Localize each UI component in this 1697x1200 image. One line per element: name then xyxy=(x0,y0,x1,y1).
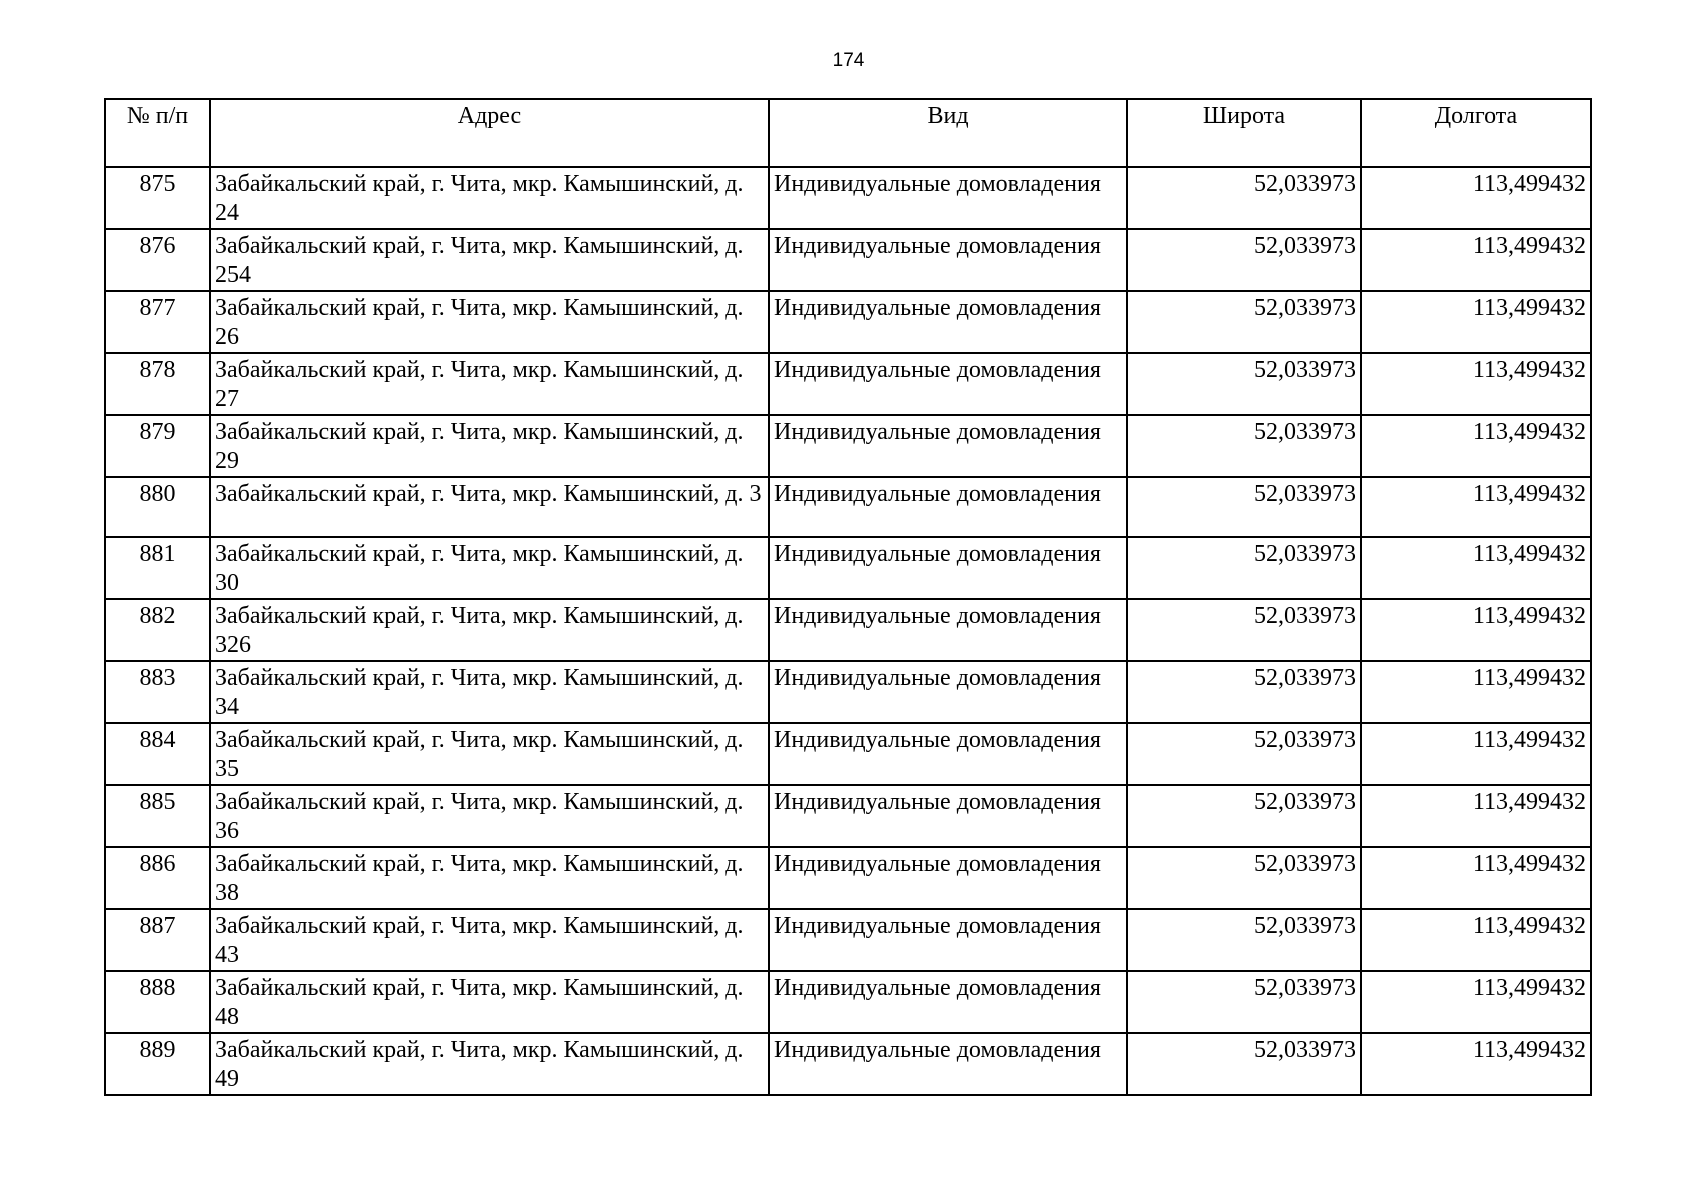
cell-lat: 52,033973 xyxy=(1127,291,1361,353)
cell-address: Забайкальский край, г. Чита, мкр. Камышинский, д. 29 xyxy=(210,415,769,477)
table-body xyxy=(105,167,1591,1095)
cell-lon: 113,499432 xyxy=(1361,291,1591,353)
cell-lat: 52,033973 xyxy=(1127,537,1361,599)
cell-num: 875 xyxy=(105,167,210,229)
table-header-row xyxy=(105,99,1591,167)
cell-lon: 113,499432 xyxy=(1361,909,1591,971)
cell-lon: 113,499432 xyxy=(1361,167,1591,229)
table-row xyxy=(105,723,1591,785)
cell-lat: 52,033973 xyxy=(1127,229,1361,291)
table-row xyxy=(105,1033,1591,1095)
table-row xyxy=(105,847,1591,909)
header-num: № п/п xyxy=(105,99,210,167)
cell-lat: 52,033973 xyxy=(1127,599,1361,661)
cell-address: Забайкальский край, г. Чита, мкр. Камышинский, д. 34 xyxy=(210,661,769,723)
cell-num: 883 xyxy=(105,661,210,723)
cell-address: Забайкальский край, г. Чита, мкр. Камышинский, д. 35 xyxy=(210,723,769,785)
cell-num: 881 xyxy=(105,537,210,599)
cell-lat: 52,033973 xyxy=(1127,909,1361,971)
table-row xyxy=(105,167,1591,229)
cell-lat: 52,033973 xyxy=(1127,415,1361,477)
table-row xyxy=(105,537,1591,599)
cell-type: Индивидуальные домовладения xyxy=(769,353,1127,415)
cell-address: Забайкальский край, г. Чита, мкр. Камышинский, д. 38 xyxy=(210,847,769,909)
cell-address: Забайкальский край, г. Чита, мкр. Камышинский, д. 326 xyxy=(210,599,769,661)
cell-lon: 113,499432 xyxy=(1361,661,1591,723)
cell-type: Индивидуальные домовладения xyxy=(769,1033,1127,1095)
cell-address: Забайкальский край, г. Чита, мкр. Камышинский, д. 27 xyxy=(210,353,769,415)
cell-lat: 52,033973 xyxy=(1127,847,1361,909)
cell-type: Индивидуальные домовладения xyxy=(769,661,1127,723)
cell-type: Индивидуальные домовладения xyxy=(769,847,1127,909)
cell-num: 885 xyxy=(105,785,210,847)
cell-address: Забайкальский край, г. Чита, мкр. Камышинский, д. 254 xyxy=(210,229,769,291)
cell-type: Индивидуальные домовладения xyxy=(769,785,1127,847)
table-row xyxy=(105,785,1591,847)
cell-lat: 52,033973 xyxy=(1127,785,1361,847)
cell-address: Забайкальский край, г. Чита, мкр. Камышинский, д. 24 xyxy=(210,167,769,229)
cell-address: Забайкальский край, г. Чита, мкр. Камышинский, д. 36 xyxy=(210,785,769,847)
table-row xyxy=(105,971,1591,1033)
cell-type: Индивидуальные домовладения xyxy=(769,599,1127,661)
cell-address: Забайкальский край, г. Чита, мкр. Камышинский, д. 49 xyxy=(210,1033,769,1095)
cell-lon: 113,499432 xyxy=(1361,353,1591,415)
cell-type: Индивидуальные домовладения xyxy=(769,477,1127,537)
table-row xyxy=(105,353,1591,415)
cell-lon: 113,499432 xyxy=(1361,599,1591,661)
cell-type: Индивидуальные домовладения xyxy=(769,291,1127,353)
cell-address: Забайкальский край, г. Чита, мкр. Камышинский, д. 48 xyxy=(210,971,769,1033)
header-address: Адрес xyxy=(210,99,769,167)
cell-type: Индивидуальные домовладения xyxy=(769,415,1127,477)
cell-lon: 113,499432 xyxy=(1361,477,1591,537)
cell-num: 877 xyxy=(105,291,210,353)
header-type: Вид xyxy=(769,99,1127,167)
cell-lat: 52,033973 xyxy=(1127,1033,1361,1095)
cell-address: Забайкальский край, г. Чита, мкр. Камышинский, д. 3 xyxy=(210,477,769,537)
cell-lon: 113,499432 xyxy=(1361,229,1591,291)
cell-num: 889 xyxy=(105,1033,210,1095)
cell-lon: 113,499432 xyxy=(1361,785,1591,847)
cell-lon: 113,499432 xyxy=(1361,971,1591,1033)
cell-lat: 52,033973 xyxy=(1127,167,1361,229)
cell-type: Индивидуальные домовладения xyxy=(769,723,1127,785)
cell-lon: 113,499432 xyxy=(1361,1033,1591,1095)
cell-num: 887 xyxy=(105,909,210,971)
cell-type: Индивидуальные домовладения xyxy=(769,909,1127,971)
cell-num: 879 xyxy=(105,415,210,477)
cell-lon: 113,499432 xyxy=(1361,847,1591,909)
cell-num: 876 xyxy=(105,229,210,291)
cell-lat: 52,033973 xyxy=(1127,353,1361,415)
table-row xyxy=(105,229,1591,291)
cell-address: Забайкальский край, г. Чита, мкр. Камышинский, д. 43 xyxy=(210,909,769,971)
cell-type: Индивидуальные домовладения xyxy=(769,167,1127,229)
table-row xyxy=(105,599,1591,661)
cell-num: 884 xyxy=(105,723,210,785)
cell-type: Индивидуальные домовладения xyxy=(769,229,1127,291)
cell-lat: 52,033973 xyxy=(1127,661,1361,723)
header-lat: Широта xyxy=(1127,99,1361,167)
cell-type: Индивидуальные домовладения xyxy=(769,971,1127,1033)
cell-num: 886 xyxy=(105,847,210,909)
cell-num: 880 xyxy=(105,477,210,537)
cell-lat: 52,033973 xyxy=(1127,971,1361,1033)
cell-num: 888 xyxy=(105,971,210,1033)
cell-address: Забайкальский край, г. Чита, мкр. Камышинский, д. 26 xyxy=(210,291,769,353)
cell-lon: 113,499432 xyxy=(1361,415,1591,477)
cell-num: 878 xyxy=(105,353,210,415)
header-lon: Долгота xyxy=(1361,99,1591,167)
address-table xyxy=(104,98,1592,1096)
cell-address: Забайкальский край, г. Чита, мкр. Камышинский, д. 30 xyxy=(210,537,769,599)
page-number: 174 xyxy=(832,50,865,71)
cell-lon: 113,499432 xyxy=(1361,537,1591,599)
table-row xyxy=(105,291,1591,353)
cell-num: 882 xyxy=(105,599,210,661)
cell-type: Индивидуальные домовладения xyxy=(769,537,1127,599)
table-row xyxy=(105,661,1591,723)
cell-lat: 52,033973 xyxy=(1127,723,1361,785)
cell-lon: 113,499432 xyxy=(1361,723,1591,785)
cell-lat: 52,033973 xyxy=(1127,477,1361,537)
table-row xyxy=(105,477,1591,537)
table-row xyxy=(105,415,1591,477)
table-row xyxy=(105,909,1591,971)
